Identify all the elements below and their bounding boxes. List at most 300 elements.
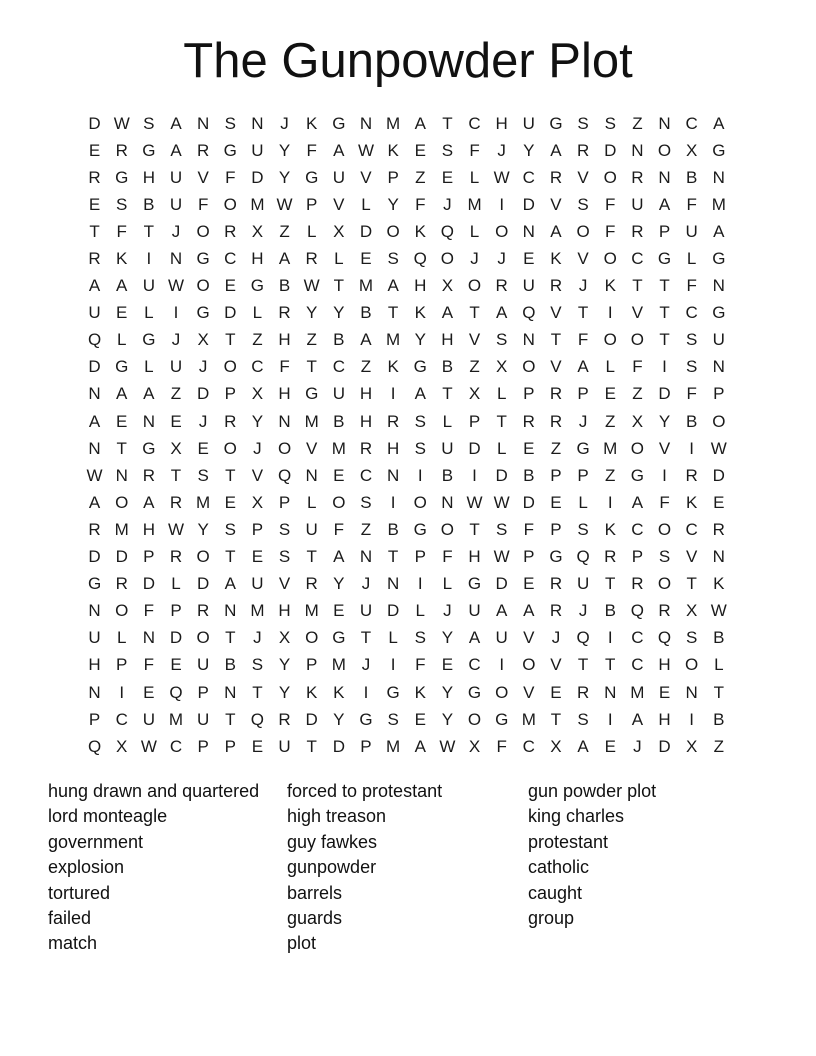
grid-cell: W <box>140 736 157 756</box>
grid-cell: Y <box>441 709 454 729</box>
grid-cell: X <box>631 411 644 431</box>
grid-cell: C <box>631 628 644 648</box>
grid-cell: A <box>441 303 454 323</box>
grid-cell: L <box>496 384 507 404</box>
grid-cell: S <box>604 113 616 133</box>
grid-cell: L <box>415 601 425 621</box>
grid-cell: N <box>604 682 617 702</box>
grid-cell: S <box>414 628 426 648</box>
grid-cell: K <box>414 221 426 241</box>
grid-cell: Q <box>576 547 590 567</box>
grid-cell: G <box>413 357 427 377</box>
grid-cell: H <box>468 547 481 567</box>
grid-cell: U <box>712 330 725 350</box>
grid-cell: U <box>685 221 698 241</box>
grid-cell: U <box>169 194 183 214</box>
grid-cell: Y <box>278 655 291 675</box>
grid-cell: P <box>306 655 318 675</box>
grid-cell: U <box>495 628 508 648</box>
grid-cell: S <box>278 519 291 539</box>
grid-cell: O <box>630 330 644 350</box>
grid-cell: J <box>497 249 506 269</box>
grid-cell: X <box>251 384 264 404</box>
grid-cell: F <box>116 221 127 241</box>
grid-cell: A <box>333 547 345 567</box>
grid-cell: M <box>467 194 482 214</box>
grid-cell: W <box>710 438 727 458</box>
grid-cell: N <box>386 574 400 594</box>
grid-cell: K <box>306 113 318 133</box>
grid-cell: S <box>577 709 589 729</box>
grid-cell: Q <box>630 601 644 621</box>
grid-cell: W <box>86 465 103 485</box>
grid-cell: N <box>196 113 210 133</box>
grid-cell: K <box>604 276 616 296</box>
grid-cell: G <box>657 249 672 269</box>
grid-cell: Z <box>605 465 616 485</box>
grid-cell: A <box>333 140 345 160</box>
grid-cell: R <box>576 682 590 702</box>
grid-cell: B <box>441 357 454 377</box>
grid-cell: X <box>251 221 264 241</box>
grid-cell: I <box>499 194 505 214</box>
grid-cell: T <box>469 303 480 323</box>
grid-cell: O <box>657 574 672 594</box>
grid-cell: R <box>224 221 237 241</box>
grid-cell: W <box>439 736 456 756</box>
grid-cell: I <box>607 303 613 323</box>
grid-cell: T <box>225 709 236 729</box>
grid-cell: J <box>551 628 561 648</box>
grid-cell: V <box>360 167 372 187</box>
grid-cell: A <box>116 384 128 404</box>
grid-cell: E <box>414 709 426 729</box>
grid-cell: G <box>142 330 156 350</box>
grid-cell: Q <box>576 628 590 648</box>
grid-cell: P <box>550 465 562 485</box>
word-list-item: explosion <box>48 857 125 878</box>
grid-cell: R <box>278 709 291 729</box>
grid-cell: G <box>712 249 726 269</box>
grid-cell: X <box>170 438 182 458</box>
grid-cell: N <box>441 492 454 512</box>
grid-cell: R <box>495 276 508 296</box>
grid-cell: O <box>196 221 210 241</box>
grid-cell: F <box>659 492 670 512</box>
grid-cell: N <box>522 330 535 350</box>
grid-cell: B <box>685 411 698 431</box>
grid-cell: Y <box>441 628 454 648</box>
word-list-item: group <box>528 908 575 929</box>
grid-cell: T <box>225 330 236 350</box>
grid-cell: T <box>632 276 643 296</box>
grid-cell: V <box>550 194 562 214</box>
grid-cell: X <box>468 384 481 404</box>
grid-cell: A <box>414 113 426 133</box>
grid-cell: C <box>631 249 644 269</box>
grid-cell: T <box>387 303 399 323</box>
grid-cell: I <box>607 492 613 512</box>
grid-cell: C <box>631 655 644 675</box>
grid-cell: T <box>577 303 589 323</box>
grid-cell: A <box>577 357 589 377</box>
grid-cell: G <box>142 438 156 458</box>
grid-cell: Z <box>170 384 182 404</box>
grid-cell: T <box>333 276 345 296</box>
grid-cell: A <box>278 249 291 269</box>
grid-cell: G <box>305 167 319 187</box>
grid-cell: E <box>143 682 155 702</box>
grid-cell: D <box>332 736 345 756</box>
grid-cell: W <box>167 276 185 296</box>
grid-cell: F <box>632 357 643 377</box>
grid-cell: Y <box>658 411 671 431</box>
grid-cell: I <box>173 303 179 323</box>
grid-cell: E <box>604 384 616 404</box>
grid-cell: A <box>116 276 128 296</box>
grid-cell: I <box>363 682 369 702</box>
grid-cell: V <box>468 330 481 350</box>
grid-cell: P <box>360 736 372 756</box>
grid-cell: U <box>332 167 345 187</box>
grid-cell: U <box>196 655 210 675</box>
grid-cell: R <box>305 574 318 594</box>
grid-cell: R <box>631 221 644 241</box>
grid-cell: C <box>359 465 373 485</box>
grid-cell: L <box>334 249 344 269</box>
grid-cell: M <box>386 736 401 756</box>
grid-cell: G <box>223 140 237 160</box>
grid-cell: N <box>712 547 725 567</box>
grid-cell: L <box>361 194 371 214</box>
grid-cell: B <box>224 655 236 675</box>
grid-cell: F <box>143 601 155 621</box>
grid-cell: V <box>278 574 291 594</box>
grid-cell: K <box>713 574 725 594</box>
grid-cell: I <box>499 655 505 675</box>
grid-cell: R <box>115 574 128 594</box>
grid-cell: R <box>278 303 291 323</box>
grid-cell: E <box>523 438 535 458</box>
grid-cell: Y <box>333 574 345 594</box>
grid-cell: O <box>630 438 644 458</box>
grid-cell: G <box>386 682 400 702</box>
grid-cell: S <box>251 655 264 675</box>
grid-cell: G <box>549 547 563 567</box>
grid-cell: Y <box>306 303 318 323</box>
grid-cell: X <box>685 736 698 756</box>
grid-cell: M <box>304 601 319 621</box>
grid-cell: C <box>115 709 128 729</box>
grid-cell: X <box>685 601 698 621</box>
grid-cell: D <box>495 574 508 594</box>
word-list-item: gun powder plot <box>528 781 657 801</box>
grid-cell: A <box>713 113 725 133</box>
grid-cell: Z <box>252 330 263 350</box>
grid-cell: S <box>224 113 236 133</box>
grid-cell: E <box>441 655 454 675</box>
word-list-item: catholic <box>528 857 590 878</box>
grid-cell: X <box>550 736 562 756</box>
grid-cell: Y <box>387 194 399 214</box>
grid-cell: O <box>657 140 672 160</box>
grid-cell: Z <box>469 357 480 377</box>
grid-cell: C <box>251 357 264 377</box>
grid-cell: N <box>359 113 373 133</box>
grid-cell: L <box>116 628 127 648</box>
grid-cell: T <box>550 330 562 350</box>
grid-cell: P <box>88 709 101 729</box>
grid-cell: T <box>387 547 399 567</box>
grid-cell: A <box>523 601 535 621</box>
grid-cell: C <box>685 303 698 323</box>
grid-cell: P <box>251 519 264 539</box>
grid-cell: N <box>88 601 101 621</box>
grid-cell: N <box>712 276 725 296</box>
grid-cell: L <box>469 167 480 187</box>
grid-cell: N <box>224 601 237 621</box>
grid-cell: P <box>414 547 426 567</box>
grid-cell: K <box>387 140 399 160</box>
grid-cell: A <box>496 303 508 323</box>
grid-cell: R <box>196 140 210 160</box>
grid-cell: J <box>497 140 506 160</box>
grid-cell: V <box>523 682 535 702</box>
grid-cell: L <box>171 574 181 594</box>
grid-cell: E <box>251 547 264 567</box>
grid-cell: A <box>631 492 644 512</box>
grid-cell: D <box>522 194 535 214</box>
grid-cell: K <box>306 682 318 702</box>
grid-cell: F <box>415 194 426 214</box>
grid-cell: G <box>115 167 129 187</box>
grid-cell: C <box>685 113 698 133</box>
grid-cell: P <box>577 465 589 485</box>
grid-cell: V <box>658 438 671 458</box>
grid-cell: F <box>197 194 209 214</box>
grid-cell: Q <box>250 709 265 729</box>
grid-cell: J <box>443 194 452 214</box>
grid-cell: G <box>250 276 265 296</box>
grid-cell: E <box>414 140 426 160</box>
grid-cell: Y <box>197 519 209 539</box>
grid-cell: S <box>360 492 372 512</box>
grid-cell: Z <box>632 113 643 133</box>
grid-cell: C <box>468 655 481 675</box>
grid-cell: G <box>196 249 210 269</box>
grid-cell: R <box>549 601 563 621</box>
word-list-item: high treason <box>287 806 387 827</box>
grid-cell: E <box>88 194 101 214</box>
grid-cell: H <box>658 709 671 729</box>
grid-cell: G <box>630 465 644 485</box>
grid-cell: M <box>521 709 536 729</box>
grid-cell: R <box>631 167 644 187</box>
grid-cell: F <box>496 736 507 756</box>
grid-cell: K <box>604 519 616 539</box>
grid-cell: L <box>496 438 507 458</box>
grid-cell: P <box>170 601 182 621</box>
grid-cell: P <box>116 655 128 675</box>
grid-cell: O <box>196 276 210 296</box>
grid-cell: G <box>712 140 726 160</box>
grid-cell: T <box>442 113 453 133</box>
grid-cell: J <box>198 411 208 431</box>
grid-cell: S <box>197 465 209 485</box>
grid-cell: H <box>658 655 671 675</box>
grid-cell: U <box>441 438 454 458</box>
grid-cell: H <box>359 411 373 431</box>
grid-cell: S <box>116 194 128 214</box>
grid-cell: R <box>549 167 563 187</box>
grid-cell: Q <box>87 736 102 756</box>
grid-cell: G <box>332 628 346 648</box>
grid-cell: J <box>633 736 642 756</box>
word-list-column <box>528 779 656 931</box>
grid-cell: F <box>442 547 453 567</box>
grid-cell: N <box>115 465 128 485</box>
grid-cell: G <box>305 384 319 404</box>
grid-cell: X <box>468 736 481 756</box>
grid-cell: L <box>605 357 615 377</box>
grid-cell: R <box>522 411 535 431</box>
word-list-item: hung drawn and quartered <box>48 781 260 801</box>
grid-cell: R <box>169 492 183 512</box>
grid-cell: D <box>88 357 101 377</box>
grid-cell: S <box>143 113 155 133</box>
grid-cell: R <box>359 438 373 458</box>
grid-cell: T <box>496 411 507 431</box>
grid-cell: W <box>357 140 374 160</box>
grid-cell: I <box>662 357 667 377</box>
grid-cell: G <box>712 303 726 323</box>
grid-cell: P <box>713 384 725 404</box>
grid-cell: V <box>550 303 562 323</box>
grid-cell: Z <box>360 519 372 539</box>
grid-cell: L <box>144 357 154 377</box>
grid-cell: N <box>88 682 101 702</box>
grid-cell: U <box>522 113 535 133</box>
grid-cell: U <box>278 736 291 756</box>
grid-cell: O <box>712 411 726 431</box>
grid-cell: R <box>658 601 671 621</box>
grid-cell: B <box>143 194 155 214</box>
grid-cell: T <box>713 682 724 702</box>
grid-cell: L <box>116 330 127 350</box>
grid-cell: N <box>522 221 535 241</box>
grid-cell: T <box>306 547 317 567</box>
grid-cell: W <box>276 194 293 214</box>
grid-cell: I <box>607 628 613 648</box>
grid-cell: L <box>306 492 317 512</box>
grid-cell: N <box>359 547 373 567</box>
grid-cell: O <box>603 167 617 187</box>
grid-cell: U <box>468 601 481 621</box>
grid-cell: T <box>360 628 372 648</box>
grid-cell: H <box>359 384 373 404</box>
grid-cell: O <box>413 492 427 512</box>
grid-cell: N <box>169 249 183 269</box>
grid-cell: H <box>88 655 101 675</box>
grid-cell: F <box>686 194 697 214</box>
word-list-item: forced to protestant <box>287 781 443 801</box>
grid-cell: F <box>605 221 616 241</box>
grid-cell: T <box>116 438 127 458</box>
grid-cell: J <box>578 276 588 296</box>
grid-cell: Q <box>522 303 536 323</box>
grid-cell: Q <box>440 221 455 241</box>
grid-cell: B <box>333 330 345 350</box>
grid-cell: F <box>225 167 236 187</box>
grid-cell: I <box>472 465 477 485</box>
grid-cell: I <box>417 465 423 485</box>
grid-cell: H <box>441 330 454 350</box>
grid-cell: E <box>333 465 345 485</box>
grid-cell: W <box>493 167 510 187</box>
grid-cell: O <box>603 330 617 350</box>
grid-cell: B <box>387 519 399 539</box>
grid-cell: V <box>251 465 264 485</box>
grid-cell: Z <box>360 357 372 377</box>
grid-cell: D <box>658 736 671 756</box>
grid-cell: U <box>142 276 155 296</box>
grid-cell: I <box>417 574 423 594</box>
grid-cell: F <box>415 655 426 675</box>
grid-cell: M <box>386 113 401 133</box>
grid-cell: D <box>305 709 318 729</box>
grid-cell: P <box>306 194 318 214</box>
grid-cell: D <box>115 547 128 567</box>
word-list-item: gunpowder <box>287 857 377 878</box>
grid-cell: M <box>358 276 374 296</box>
grid-cell: N <box>88 438 101 458</box>
grid-cell: C <box>685 519 698 539</box>
grid-cell: O <box>603 249 617 269</box>
grid-cell: R <box>631 574 644 594</box>
grid-cell: Z <box>279 221 290 241</box>
grid-cell: P <box>387 167 399 187</box>
grid-cell: B <box>604 601 616 621</box>
grid-cell: U <box>332 384 345 404</box>
grid-cell: M <box>331 655 346 675</box>
grid-cell: N <box>712 167 725 187</box>
grid-cell: R <box>604 547 617 567</box>
grid-cell: L <box>306 221 317 241</box>
grid-cell: D <box>495 465 508 485</box>
grid-cell: P <box>631 547 644 567</box>
grid-cell: E <box>224 276 236 296</box>
grid-cell: K <box>550 249 562 269</box>
grid-cell: N <box>142 628 155 648</box>
grid-cell: R <box>224 411 237 431</box>
grid-cell: K <box>387 357 399 377</box>
grid-cell: P <box>658 221 671 241</box>
grid-cell: N <box>712 357 725 377</box>
grid-cell: G <box>196 303 210 323</box>
grid-cell: G <box>87 574 102 594</box>
grid-cell: C <box>332 357 345 377</box>
grid-cell: N <box>305 465 318 485</box>
grid-cell: P <box>577 384 589 404</box>
grid-cell: N <box>251 113 264 133</box>
grid-cell: O <box>223 438 237 458</box>
grid-cell: C <box>468 113 481 133</box>
grid-cell: E <box>523 249 535 269</box>
grid-cell: E <box>170 411 182 431</box>
grid-cell: E <box>197 438 209 458</box>
grid-cell: A <box>360 330 372 350</box>
grid-cell: L <box>469 221 480 241</box>
